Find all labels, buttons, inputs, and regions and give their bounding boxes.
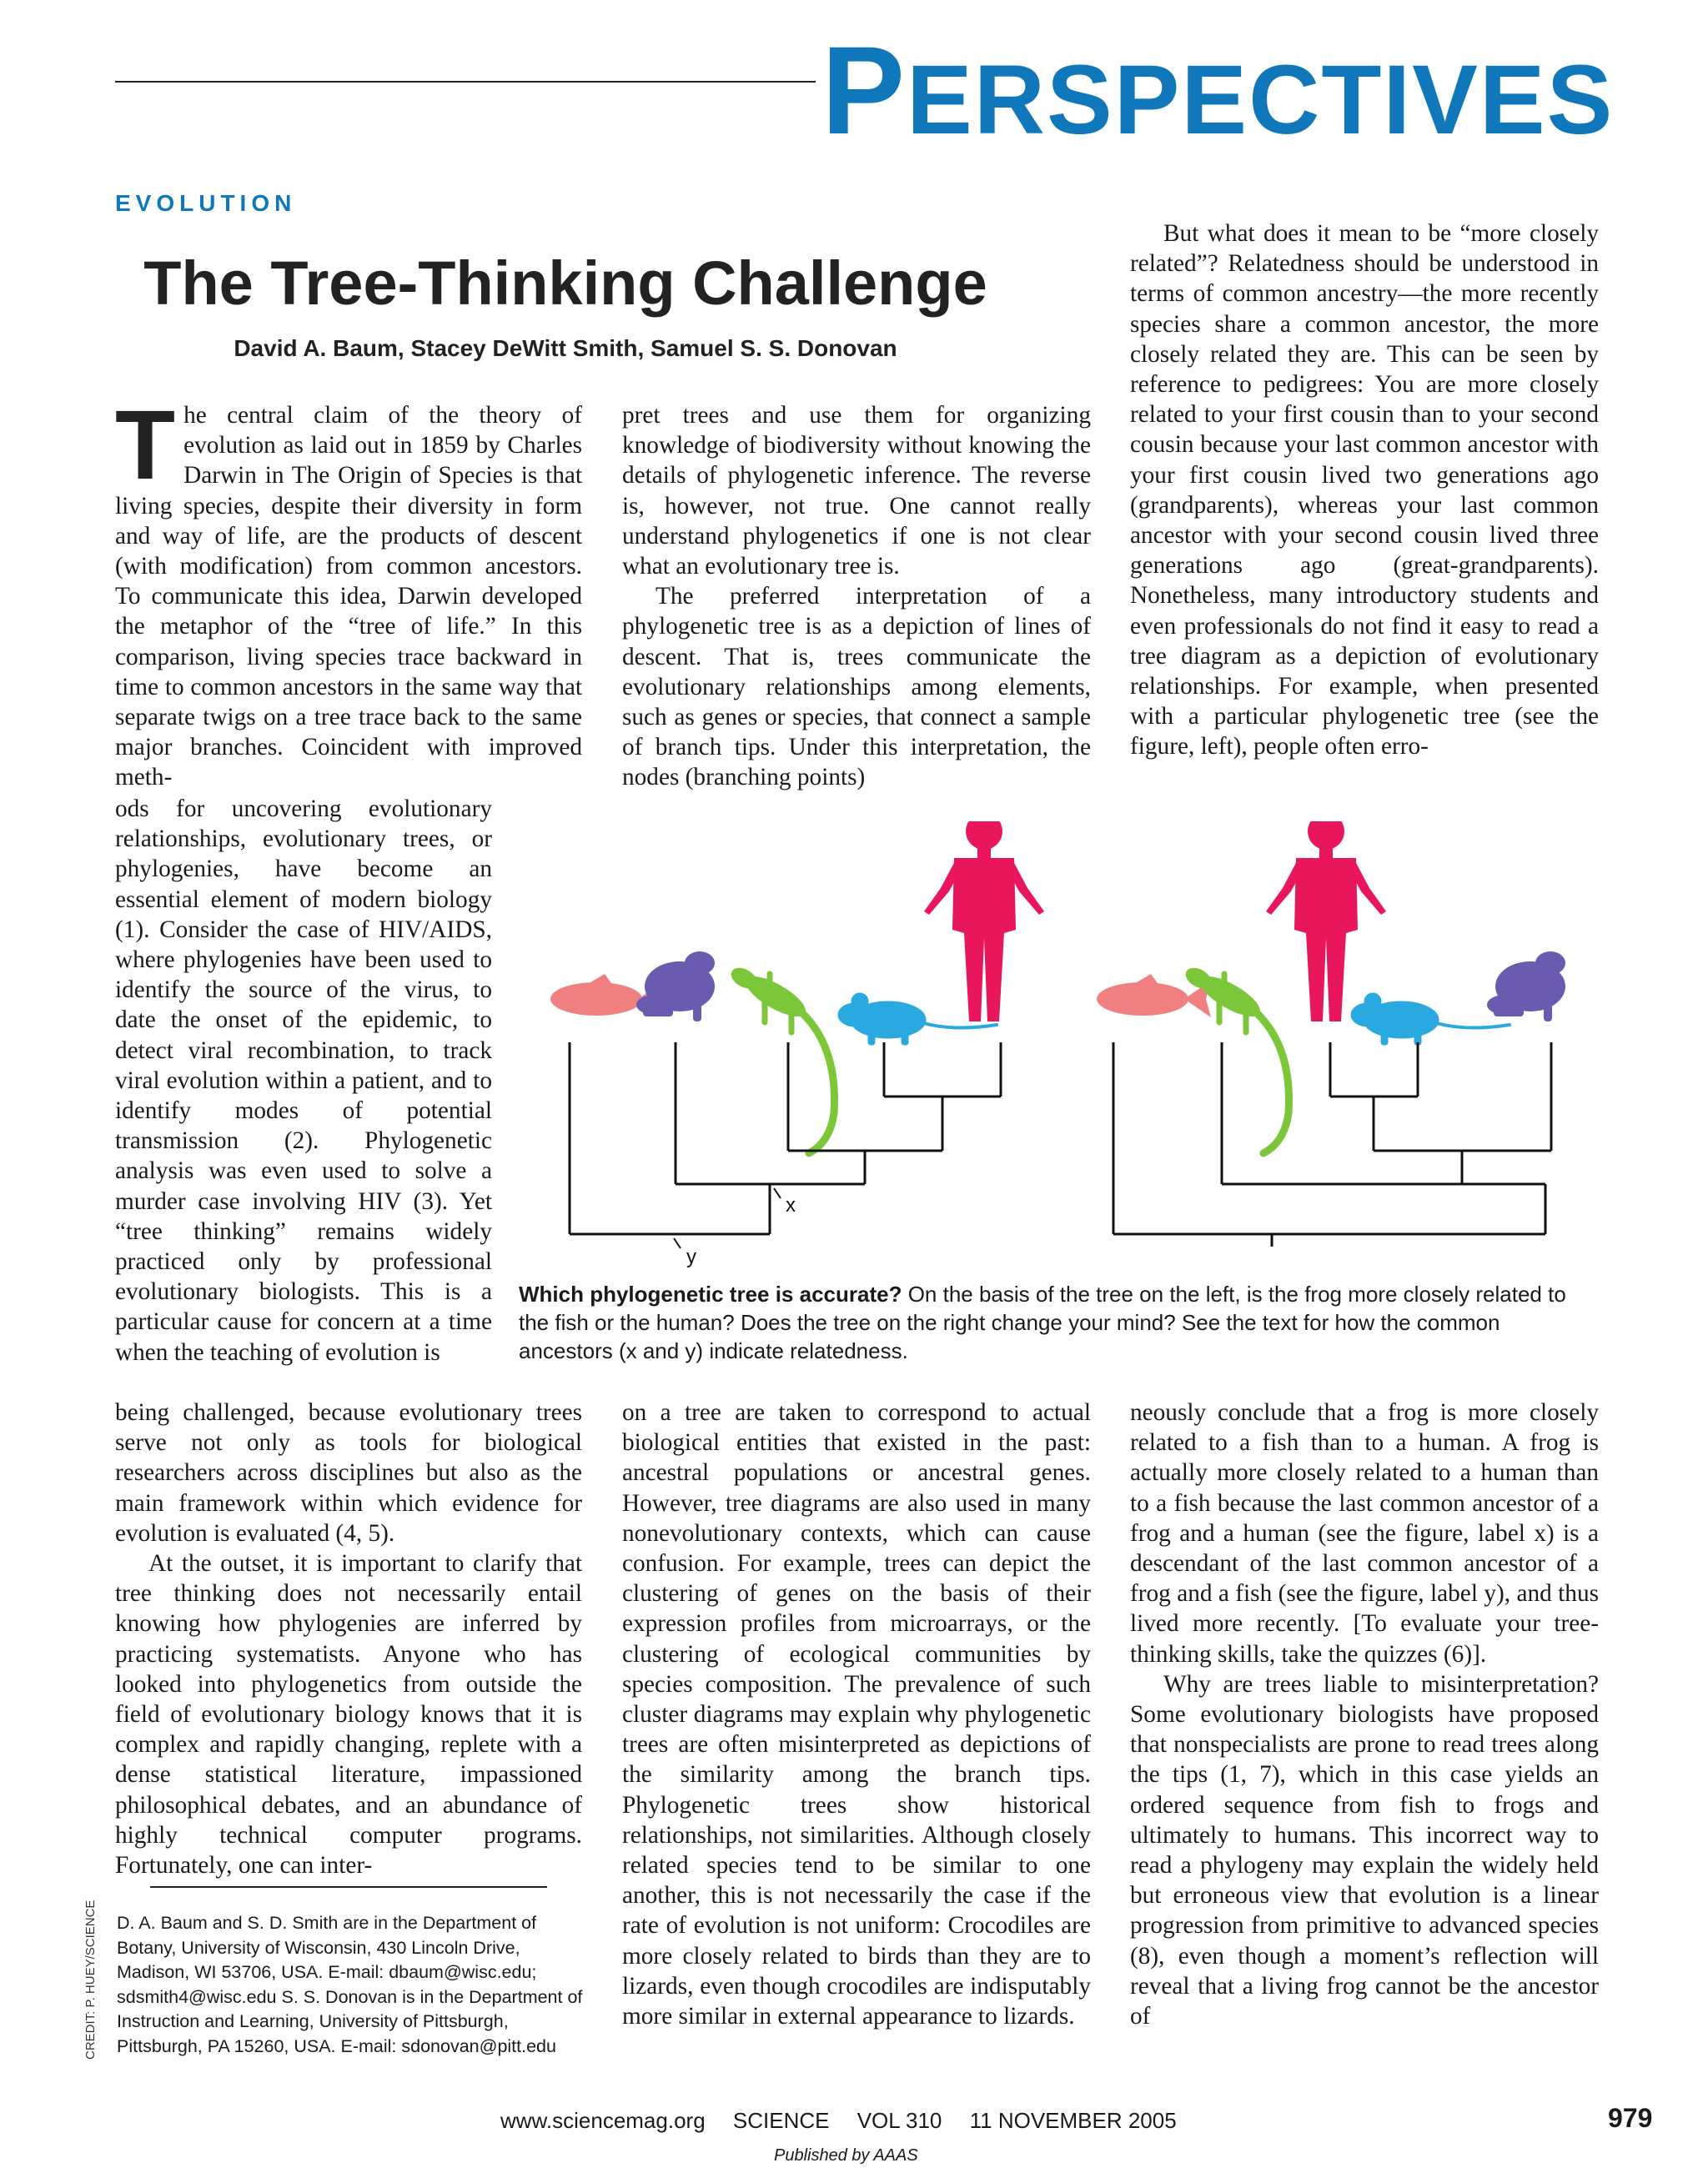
author-affiliations: D. A. Baum and S. D. Smith are in the Department of Botany, University of Wisconsin, 430 Lincoln Drive, Madison, WI 53706, USA. E-mail: dbaum@wisc.edu; sdsmith4@wisc.edu S. S. Donovan is in the Department of Instruction and Learning, University of Pittsburgh, Pittsburgh, PA 15260, USA. E-mail: sdonovan@pitt.edu (117, 1913, 583, 2056)
drop-cap: T (115, 390, 176, 500)
right-tree (1113, 1042, 1551, 1247)
article-authors: David A. Baum, Stacey DeWitt Smith, Samuel S. S. Donovan (234, 335, 897, 361)
frog-icon (636, 951, 715, 1021)
left-tree (570, 1042, 1001, 1248)
label-y: y (686, 1246, 696, 1268)
caption-text: On the basis of the tree on the left, is the frog more closely related to the fish or the human? Does the tree on the right change your mind? See the text for how the common ancestors (x and y) indicate relatedness. (519, 1282, 1566, 1363)
section-kicker: EVOLUTION (115, 190, 297, 216)
paragraph: But what does it mean to be “more closely related”? Relatedness should be understood in terms of common ancestry—the more recently species share a common ancestor, the more closely related they are. This can be seen by reference to pedigrees: You are more closely related to your first cousin than to your second cousin because your last common ancestor with your first cousin lived two generations ago (grandparents), whereas your last common ancestor with your second cousin lived three generations ago (great-grandparents). Nonetheless, many introductory students and even professionals do not find it easy to read a tree diagram as a depiction of evolutionary relationships. For example, when presented with a particular phylogenetic tree (see the figure, left), people often erro- (1130, 220, 1599, 760)
mouse-icon (1351, 993, 1510, 1045)
footnote-rule (150, 1886, 547, 1888)
publisher-line: Published by AAAS (774, 2146, 918, 2165)
paragraph: he central claim of the theory of evolution as laid out in 1859 by Charles Darwin in The Origin of Species is that living species, despite their diversity in form and way of life, are the products of descent (with modification) from common ancestors. To communicate this idea, Darwin developed the metaphor of the “tree of life.” In this comparison, living species trace backward in time to common ancestors in the same way that separate twigs on a tree trace back to the same major branches. Coincident with improved meth- (115, 402, 582, 791)
footer-url[interactable]: www.sciencemag.org (500, 2108, 706, 2133)
column-2-bottom (622, 1398, 1091, 2031)
frog-icon (1487, 951, 1565, 1021)
caption-title: Which phylogenetic tree is accurate? (519, 1282, 902, 1307)
human-icon (1266, 821, 1386, 1021)
section-title-first: P (821, 20, 907, 160)
figure-caption (519, 1280, 1600, 1365)
header-rule (115, 81, 816, 83)
paragraph: Why are trees liable to misinterpretation? Some evolutionary biologists have proposed that nonspecialists are prone to read trees along the tips (1, 7), which in this case yields an ordered sequence from fish to frogs and ultimately to humans. This incorrect way to read a phylogeny may explain the widely held but erroneous view that evolution is a linear progression from primitive to advanced species (8), even though a moment’s reflection will reveal that a living frog cannot be the ancestor of (1130, 1670, 1599, 2030)
paragraph: ods for uncovering evolutionary relationships, evolutionary trees, or phylogenies, have become an essential element of modern biology (1). Consider the case of HIV/AIDS, where phylogenies have been used to identify the source of the virus, to date the onset of the epidemic, to detect viral recombination, to track viral evolution within a patient, and to identify modes of potential transmission (2). Phylogenetic analysis was even used to solve a murder case involving HIV (3). Yet “tree thinking” remains widely practiced only by professional evolutionary biologists. This is a particular cause for concern at a time when the teaching of evolution is (115, 795, 492, 1366)
article-title: The Tree-Thinking Challenge (143, 248, 987, 318)
paragraph: being challenged, because evolutionary trees serve not only as tools for biological researchers across disciplines but also as the main framework within which evidence for evolution is evaluated (4, 5). (115, 1399, 582, 1547)
lizard-icon (728, 964, 834, 1153)
column-1-narrow (115, 794, 492, 1368)
footer-journal: SCIENCE (732, 2108, 830, 2133)
image-credit: CREDIT: P. HUEY/SCIENCE (83, 1899, 98, 2060)
paragraph: neously conclude that a frog is more closely related to a fish than to a human. A frog is actually more closely related to a human than to a fish because the last common ancestor of a frog and a human (see the figure, label x) is a descendant of the last common ancestor of a frog and a fish (see the figure, label y), and thus lived more recently. [To evaluate your tree-thinking skills, take the quizzes (6)]. (1130, 1399, 1599, 1668)
column-3-bottom (1130, 1398, 1599, 2031)
section-title (821, 20, 1615, 160)
column-2-top (622, 400, 1091, 793)
paragraph: The preferred interpretation of a phylogenetic tree is as a depiction of lines of descent. That is, trees communicate the evolutionary relationships among elements, such as genes or species, that connect a sample of branch tips. Under this interpretation, the nodes (branching points) (622, 583, 1091, 791)
page-number: 979 (1608, 2103, 1653, 2133)
paragraph: At the outset, it is important to clarify that tree thinking does not necessarily entail knowing how phylogenies are inferred by practicing systematists. Anyone who has looked into phylogenetics from outside the field of evolutionary biology knows that it is complex and rapidly changing, replete with a dense statistical literature, impassioned philosophical debates, and an abundance of highly technical computer programs. Fortunately, one can inter- (115, 1550, 582, 1879)
paragraph: on a tree are taken to correspond to actual biological entities that existed in the past: ancestral populations or ancestral genes. However, tree diagrams are also used in many nonevolutionary contexts, which can cause confusion. For example, trees can depict the clustering of genes on the basis of their expression profiles from microarrays, or the clustering of ecological communities by species composition. The prevalence of such cluster diagrams may explain why phylogenetic trees are often misinterpreted as depictions of the similarity among the branch tips. Phylogenetic trees show historical relationships, not similarities. Although closely related species tend to be similar to one another, this is not necessarily the case if the rate of evolution is not uniform: Crocodiles are more closely related to birds than they are to lizards, even though crocodiles are indisputably more similar in external appearance to lizards. (622, 1399, 1091, 2030)
column-1-top (115, 390, 582, 793)
page-footer (500, 2108, 1198, 2134)
paragraph: pret trees and use them for organizing knowledge of biodiversity without knowing the details of phylogenetic inference. The reverse is, however, not true. One cannot really understand phylogenetics if one is not clear what an evolutionary tree is. (622, 402, 1091, 580)
column-3-top (1130, 218, 1599, 762)
section-title-rest: ERSPECTIVES (907, 45, 1615, 155)
label-x: x (786, 1194, 796, 1217)
phylogeny-figure (517, 821, 1601, 1272)
column-1-bottom (115, 1398, 582, 1880)
footer-volume: VOL 310 (857, 2108, 942, 2133)
human-icon (924, 821, 1044, 1021)
footer-date: 11 NOVEMBER 2005 (969, 2108, 1177, 2133)
